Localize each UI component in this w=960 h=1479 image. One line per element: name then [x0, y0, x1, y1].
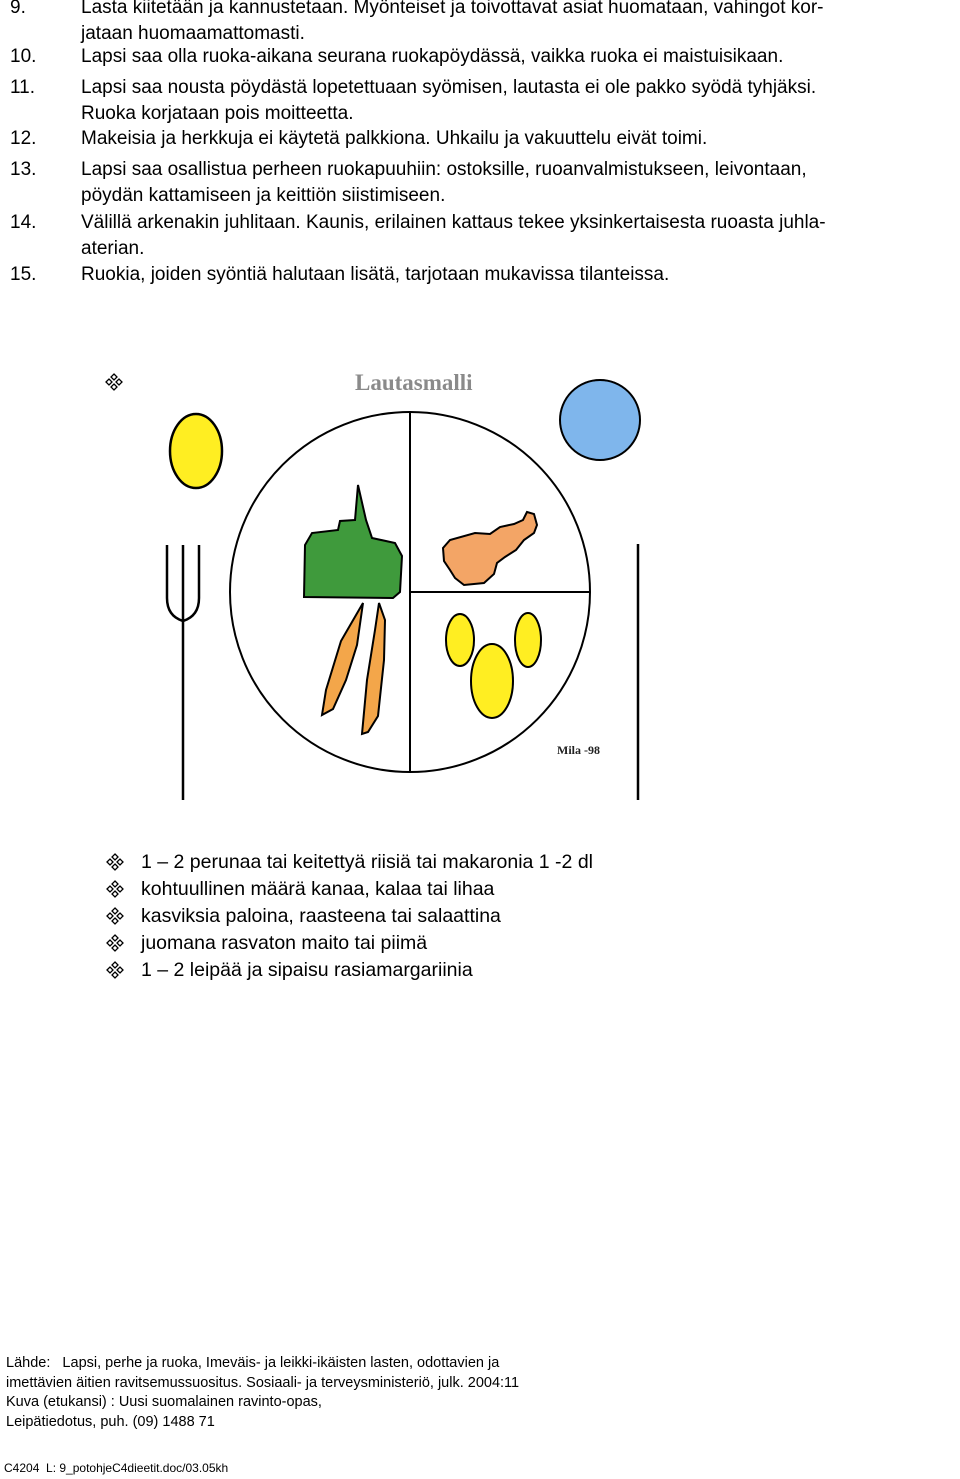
- list-text: Välillä arkenakin juhlitaan. Kaunis, erilainen kattaus tekee yksinkertaisesta ruoasta juhla-: [81, 212, 826, 233]
- potato-shape: [446, 614, 474, 666]
- list-number: 10.: [10, 46, 37, 67]
- list-text: Lapsi saa olla ruoka-aikana seurana ruokapöydässä, vaikka ruoka ei maistuisikaan.: [81, 46, 784, 67]
- list-text: pöydän kattamiseen ja keittiön siistimiseen.: [81, 185, 446, 206]
- fork-icon: [167, 545, 199, 800]
- list-number: 13.: [10, 159, 37, 180]
- source-block: [6, 1354, 519, 1432]
- source-line: imettävien äitien ravitsemussuositus. Sosiaali- ja terveysministeriö, julk. 2004:11: [6, 1374, 520, 1391]
- four-diamond-bullet-icon: [106, 934, 124, 952]
- list-text: Makeisia ja herkkuja ei käytetä palkkiona. Uhkailu ja vakuuttelu eivät toimi.: [81, 128, 708, 149]
- list-number: 14.: [10, 212, 37, 233]
- list-text: juomana rasvaton maito tai piimä: [141, 932, 428, 954]
- plate-title: Lautasmalli: [355, 370, 473, 395]
- list-text: Ruoka korjataan pois moitteetta.: [81, 103, 354, 124]
- source-line: Kuva (etukansi) : Uusi suomalainen ravinto-opas,: [6, 1394, 322, 1410]
- list-text: Lapsi saa osallistua perheen ruokapuuhiin: ostoksille, ruoanvalmistukseen, leivontaan,: [81, 159, 807, 180]
- list-text: 1 – 2 perunaa tai keitettyä riisiä tai makaronia 1 -2 dl: [141, 851, 593, 873]
- four-diamond-bullet-icon: [106, 961, 124, 979]
- source-line: Lähde: Lapsi, perhe ja ruoka, Imeväis- ja leikki-ikäisten lasten, odottavien ja: [6, 1355, 500, 1371]
- list-text: 1 – 2 leipää ja sipaisu rasiamargariinia: [141, 959, 473, 981]
- egg-shape: [170, 414, 222, 488]
- potato-shape: [515, 613, 541, 667]
- list-text: Lapsi saa nousta pöydästä lopetettuaan syömisen, lautasta ei ole pakko syödä tyhjäksi.: [81, 77, 817, 98]
- potato-shape: [471, 644, 513, 718]
- list-text: jataan huomaamattomasti.: [81, 23, 305, 44]
- list-text: kohtuullinen määrä kanaa, kalaa tai lihaa: [141, 878, 495, 900]
- four-diamond-bullet-icon: [106, 907, 124, 925]
- meat-shape: [443, 512, 537, 585]
- four-diamond-bullet-icon: [106, 880, 124, 898]
- source-line: Leipätiedotus, puh. (09) 1488 71: [6, 1413, 215, 1430]
- carrot-shape: [322, 603, 363, 715]
- list-text: Lasta kiitetään ja kannustetaan. Myönteiset ja toivottavat asiat huomataan, vahingot kor-: [81, 0, 824, 18]
- footer-file-reference: C4204 L: 9_potohjeC4dieetit.doc/03.05kh: [4, 1461, 229, 1475]
- four-diamond-bullet-icon: [106, 853, 124, 871]
- list-number: 12.: [10, 128, 37, 149]
- list-text: kasviksia paloina, raasteena tai salaattina: [141, 905, 501, 927]
- plate-signature: Mila -98: [557, 743, 600, 757]
- carrot-shape: [362, 603, 385, 734]
- list-number: 11.: [10, 77, 36, 98]
- list-number: 15.: [10, 264, 37, 285]
- list-number: 9.: [10, 0, 26, 18]
- glass-shape: [560, 380, 640, 460]
- list-text: Ruokia, joiden syöntiä halutaan lisätä, tarjotaan mukavissa tilanteissa.: [81, 264, 670, 285]
- vegetable-shape: [304, 485, 402, 598]
- list-text: aterian.: [81, 238, 145, 259]
